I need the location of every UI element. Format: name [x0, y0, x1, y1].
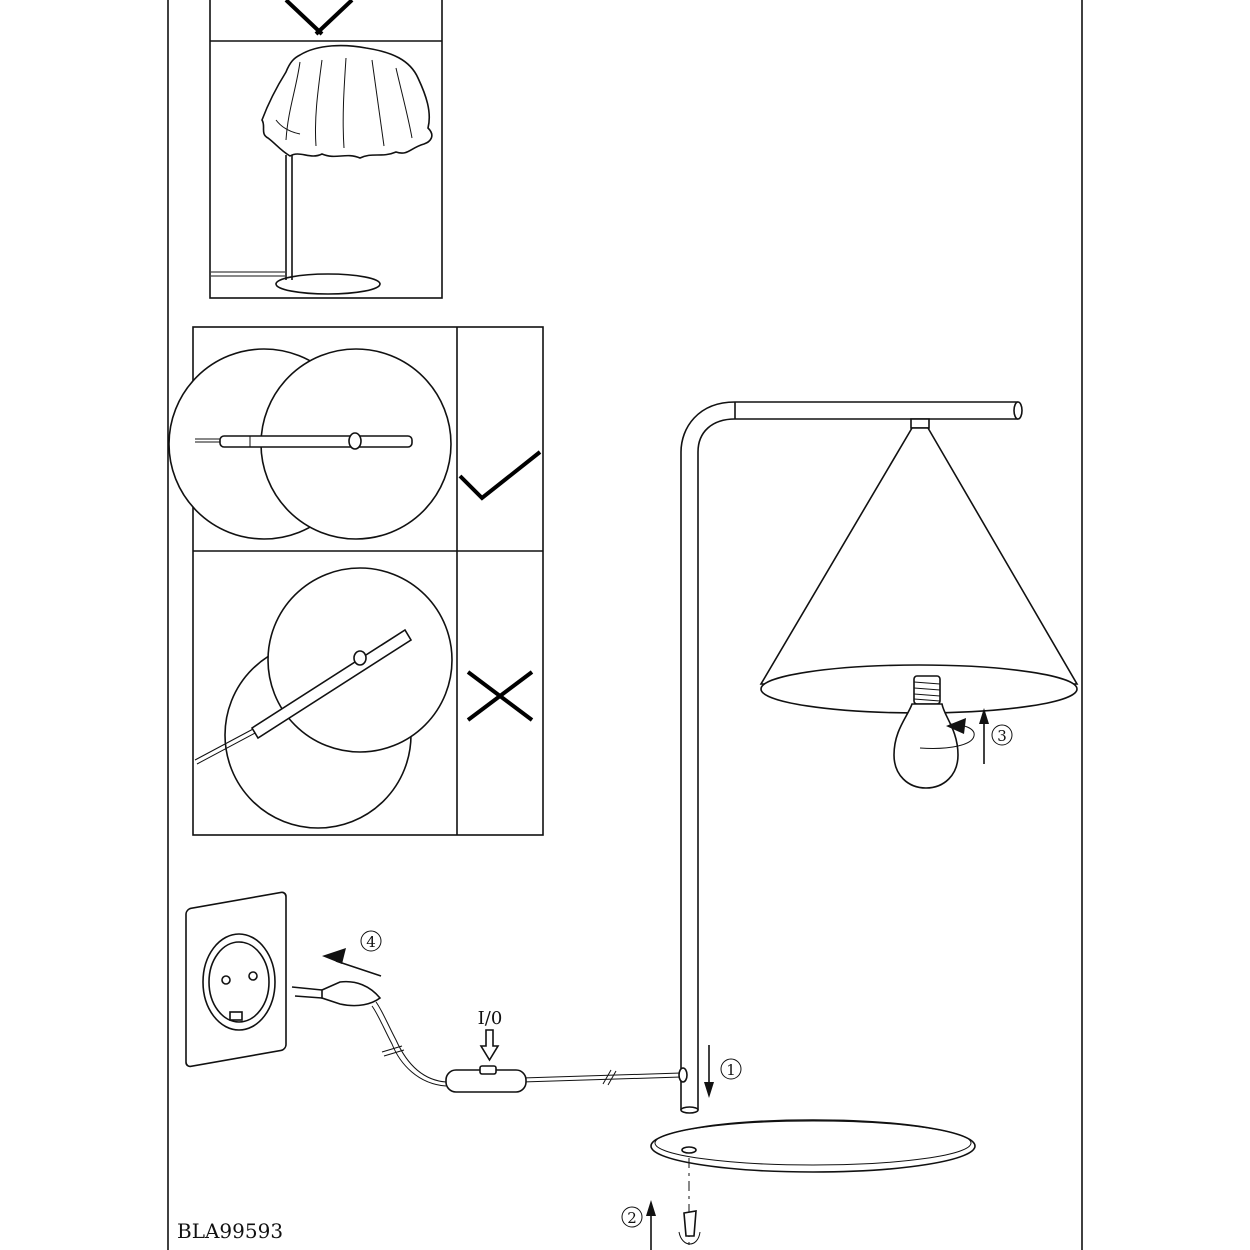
step-2-badge [622, 1207, 642, 1227]
switch-press-arrow [481, 1030, 498, 1060]
cross-mark-icon [468, 672, 532, 720]
panel-shade-orientation [169, 327, 543, 835]
step-3-number: 3 [997, 727, 1007, 745]
step-2-number: 2 [627, 1209, 637, 1227]
inline-switch-icon [446, 1066, 526, 1092]
panel-do-not-cover [210, 0, 442, 298]
step-4-badge [361, 931, 381, 951]
base-plate [651, 1120, 975, 1172]
checkmark-icon [460, 452, 540, 498]
cross-mark-icon [286, 0, 352, 34]
screw-icon [679, 1158, 700, 1250]
step-2-arrow [646, 1200, 656, 1250]
step-4-number: 4 [366, 933, 376, 951]
incorrect-orientation-illustration [195, 568, 452, 828]
step-1-badge [721, 1059, 741, 1079]
document-code: BLA99593 [177, 1219, 284, 1243]
switch-label: I/0 [477, 1008, 503, 1029]
step-3-badge [992, 725, 1012, 745]
step-1-arrow [704, 1045, 714, 1098]
correct-orientation-illustration [169, 349, 451, 539]
step-1-number: 1 [726, 1061, 736, 1079]
covered-lamp-illustration [211, 46, 432, 294]
plug-icon [292, 982, 380, 1006]
step-4-arrow [322, 948, 381, 976]
wall-socket-icon [186, 892, 286, 1068]
